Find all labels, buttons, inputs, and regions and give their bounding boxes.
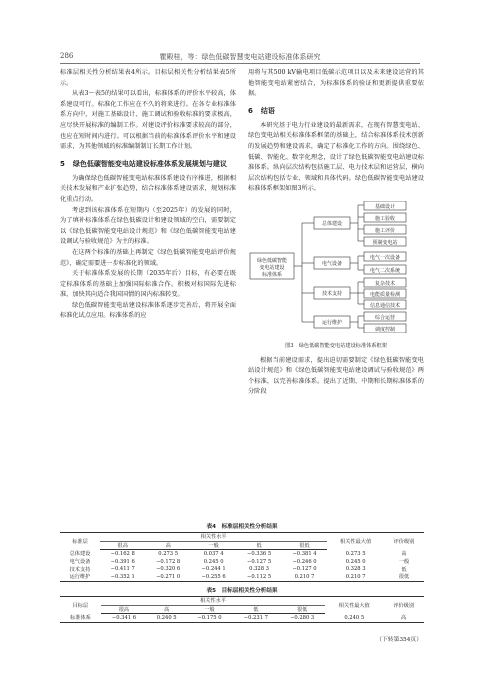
cell: −0.162 8 <box>110 550 135 557</box>
leaf-label: 施工评价 <box>374 227 396 234</box>
leaf-label: 信息通信技术 <box>369 302 401 309</box>
group-header: 相关性水平 <box>101 597 326 606</box>
figure-caption: 图3 绿色低碳智能变电站建设标准体系框架 <box>285 342 387 349</box>
col-header: 评价级别 <box>383 597 424 614</box>
cell: −0.127 5 <box>246 558 272 565</box>
col-header: 相关性最大值 <box>327 533 384 550</box>
cell: 技术支持 <box>69 566 91 573</box>
cell: 高 <box>383 614 424 623</box>
figure-3 <box>248 201 424 339</box>
cell: 低 <box>401 566 407 573</box>
leaf-label: 电气一次设备 <box>369 254 401 261</box>
leaf-label: 电气二次系统 <box>369 267 401 274</box>
paragraph: 从表3～表5的结果可以看出，标准体系的评价水平较高，体系建设可行。标准化工作应在不久的将来进行。在各专业标准体系方向中，对施工基础设计、施工调试和验收标准的要求极高，应尽快开展标准的编制工作。对建设评价标准要求较高的部分，也应在短时间内进行。可以根据当前的标准体系评价水平和建设需求，为其他领域的标准编制制订长期工作计划。 <box>60 90 236 151</box>
table-5 <box>60 586 424 623</box>
cell: −0.112 5 <box>236 573 281 581</box>
col-header: 高 <box>145 541 190 550</box>
col-header: 标准层 <box>60 533 100 550</box>
cell: −0.280 3 <box>279 614 325 623</box>
running-title: 瞿殿桂，等：绿色低碳智慧变电站建设标准体系研究 <box>159 53 321 61</box>
header-rule <box>60 63 420 64</box>
framework-diagram <box>248 201 424 333</box>
leaf-label: 电能质量检测 <box>369 291 401 298</box>
leaf-label: 调度控制 <box>374 326 396 333</box>
cell: −0.320 6 <box>156 566 181 573</box>
col-header: 低 <box>233 605 279 614</box>
table-row <box>60 565 424 573</box>
paragraph: 考虑到该标准体系在短期内（至2025年）的发展的同时，为了填补标准体系在绿色低碳设计和建设领域的空白，需要制定以《绿色低碳智能变电站设计规范》和《绿色低碳智能变电站建设调试与验收规范》为主的标准。 <box>60 206 236 246</box>
col-header: 相关性最大值 <box>325 597 383 614</box>
cell: −0.271 0 <box>145 573 190 581</box>
section-number: 6 <box>248 106 253 115</box>
leaf-label: 综合运营 <box>374 314 396 321</box>
cell: 0.210 7 <box>282 573 327 581</box>
paragraph: 本研究基于电力行业建设的最新需求，在现有智慧变电站、绿色变电站相关标准体系框架的基础上，结合标准体系技术创新的发展趋势和建设需求，确定了标准化工作的方向。围绕绿色、低碳、智能化、数字化理念，设计了绿色低碳智能变电站建设标准体系。纵向层次结构包括施工层、电力技术层和运营层，横向层次结构包括专业、领域和具体代码。绿色低碳智能变电站建设标准体系框架如图3所示。 <box>248 121 424 193</box>
table-row <box>60 573 424 581</box>
root-label-2: 变电站建设 <box>259 264 285 271</box>
paragraph: 标准层相关性分析结果表4所示。目标层相关性分析结果表5所示。 <box>60 69 236 87</box>
cell: −0.127 0 <box>292 566 317 573</box>
branch-label: 电气设备 <box>321 260 343 267</box>
page-number: 286 <box>60 52 74 60</box>
branch-label: 技术支持 <box>321 290 343 297</box>
cell: 0.240 5 <box>325 614 383 623</box>
cell: 高 <box>401 551 407 558</box>
cell: −0.391 6 <box>110 558 135 565</box>
paragraph: 用将与其500 kV输电项目低碳示范项目以及未来建设运营的其他智能变电站紧密结合，为标准体系的验证和更新提供重要依据。 <box>248 69 424 98</box>
col-header: 一般 <box>186 605 232 614</box>
paragraph: 根据当前建设需求，提出迫切需要制定《绿色低碳智能变电站设计规范》和《绿色低碳智能变电站建设调试与验收规范》两个标准，以完善标准体系。提出了近期、中期和长期标准体系的分阶段 <box>248 356 424 396</box>
section-5-heading <box>60 159 236 170</box>
right-column <box>248 68 424 398</box>
cell: −0.246 0 <box>292 558 317 565</box>
table-row <box>60 550 424 558</box>
cell: 标准体系 <box>60 614 101 623</box>
left-column <box>60 68 236 322</box>
cell: 0.273 5 <box>158 550 179 557</box>
cell: 0.245 0 <box>345 558 366 565</box>
cell: 0.245 0 <box>203 558 224 565</box>
cell: −0.352 1 <box>100 573 145 581</box>
leaf-label: 复杂技术 <box>374 280 396 287</box>
col-header: 目标层 <box>60 597 101 614</box>
cell: 0.240 5 <box>147 614 186 623</box>
cell: −0.175 0 <box>186 614 232 623</box>
col-header: 评价级别 <box>384 533 424 550</box>
paragraph: 关于标准体系发展的长期（2035年后）目标，有必要在既定标准体系的基础上加强国际标准合作。积极对标国际先进标准，加快其向适合我国国情的国内标准转变。 <box>60 270 236 299</box>
cell: 一般 <box>398 559 410 566</box>
section-6-heading <box>248 106 424 117</box>
root-label-3: 标准体系 <box>261 271 283 278</box>
cell: 0.328 3 <box>249 566 269 573</box>
cell: 0.210 7 <box>327 573 384 581</box>
cell: −0.341 6 <box>101 614 147 623</box>
col-header: 很低 <box>279 605 325 614</box>
section-number: 5 <box>60 159 65 168</box>
cell: 总体建设 <box>69 551 91 558</box>
table-caption: 表5 目标层相关性分析结果 <box>206 588 278 594</box>
cell: 电气设备 <box>69 559 91 566</box>
table-row <box>60 614 424 623</box>
cell: 0.273 5 <box>345 550 366 557</box>
cell: 运行维护 <box>60 573 100 581</box>
branch-label: 运行维护 <box>321 319 343 326</box>
cell: −0.411 7 <box>110 566 135 573</box>
cell: −0.336 5 <box>246 550 272 557</box>
leaf-label: 施工验收 <box>374 215 396 222</box>
col-header: 很高 <box>101 605 147 614</box>
leaf-label: 基础设计 <box>374 203 396 210</box>
cell: 0.328 3 <box>345 566 366 573</box>
cell: −0.255 6 <box>191 573 236 581</box>
paragraph: 绿色低碳智能变电站建设标准体系逐步完善后，将开展全面标准化试点应用。标准体系的应 <box>60 301 236 320</box>
table-4 <box>60 522 424 582</box>
continued-note: （下转第354页） <box>376 637 422 643</box>
root-label-1: 绿色低碳智能 <box>256 257 288 264</box>
col-header: 高 <box>147 605 186 614</box>
cell: −0.244 1 <box>201 566 226 573</box>
cell: 0.037 4 <box>203 550 224 557</box>
paragraph: 在这两个标准的基础上再制定《绿色低碳智能变电站评价规范》，确定需要进一步标准化的领域。 <box>60 248 236 267</box>
cell: −0.231 7 <box>233 614 279 623</box>
paragraph: 为确保绿色低碳智能变电站标准体系建设有序推进，根据相关技术发展和产业扩张趋势，结合标准体系建设需求，规划标准化重点行动。 <box>60 174 236 203</box>
leaf-label: 预制变电站 <box>372 239 398 246</box>
section-title: 结语 <box>260 106 275 115</box>
col-header: 低 <box>236 541 281 550</box>
col-header: 很低 <box>282 541 327 550</box>
group-header: 相关性水平 <box>100 533 327 542</box>
table-caption: 表4 标准层相关性分析结果 <box>206 524 278 530</box>
cell: −0.381 4 <box>292 550 317 557</box>
table-row <box>60 558 424 566</box>
col-header: 一般 <box>191 541 236 550</box>
cell: 很低 <box>384 573 424 581</box>
section-title: 绿色低碳智能变电站建设标准体系发展规划与建议 <box>72 159 227 168</box>
cell: −0.172 8 <box>156 558 181 565</box>
branch-label: 总体建设 <box>321 220 343 227</box>
col-header: 很高 <box>100 541 145 550</box>
